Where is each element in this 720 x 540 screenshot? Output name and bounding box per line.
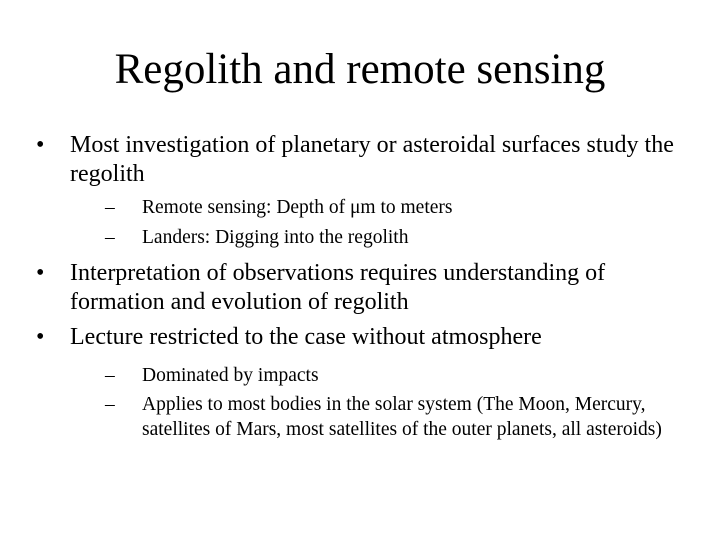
sub-item-text: Landers: Digging into the regolith xyxy=(142,227,409,248)
dash-icon: – xyxy=(105,227,115,248)
bullet-text: Interpretation of observations requires understanding of formation and evolution of regolith xyxy=(70,260,606,315)
sub-item-3-2 xyxy=(105,392,686,442)
sub-item-1-1 xyxy=(105,195,686,220)
sub-item-text: Dominated by impacts xyxy=(142,365,319,386)
slide-content xyxy=(36,131,686,442)
bullet-text: Most investigation of planetary or asteroidal surfaces study the regolith xyxy=(70,132,674,187)
bullet-item-3 xyxy=(36,323,686,352)
slide-title: Regolith and remote sensing xyxy=(114,46,606,93)
sub-item-3-1 xyxy=(105,363,686,388)
dash-icon: – xyxy=(105,365,115,386)
sub-item-1-2 xyxy=(105,225,686,250)
bullet-icon: • xyxy=(36,260,45,286)
bullet-item-2 xyxy=(36,259,686,317)
bullet-icon: • xyxy=(36,324,45,350)
sub-item-text: Remote sensing: Depth of μm to meters xyxy=(142,197,453,218)
bullet-icon: • xyxy=(36,132,45,158)
sub-item-text: Applies to most bodies in the solar system (The Moon, Mercury, satellites of Mars, most satellites of the outer planets, all asteroids) xyxy=(142,394,662,440)
dash-icon: – xyxy=(105,197,115,218)
bullet-text: Lecture restricted to the case without atmosphere xyxy=(70,324,542,350)
dash-icon: – xyxy=(105,394,115,415)
bullet-item-1 xyxy=(36,131,686,189)
